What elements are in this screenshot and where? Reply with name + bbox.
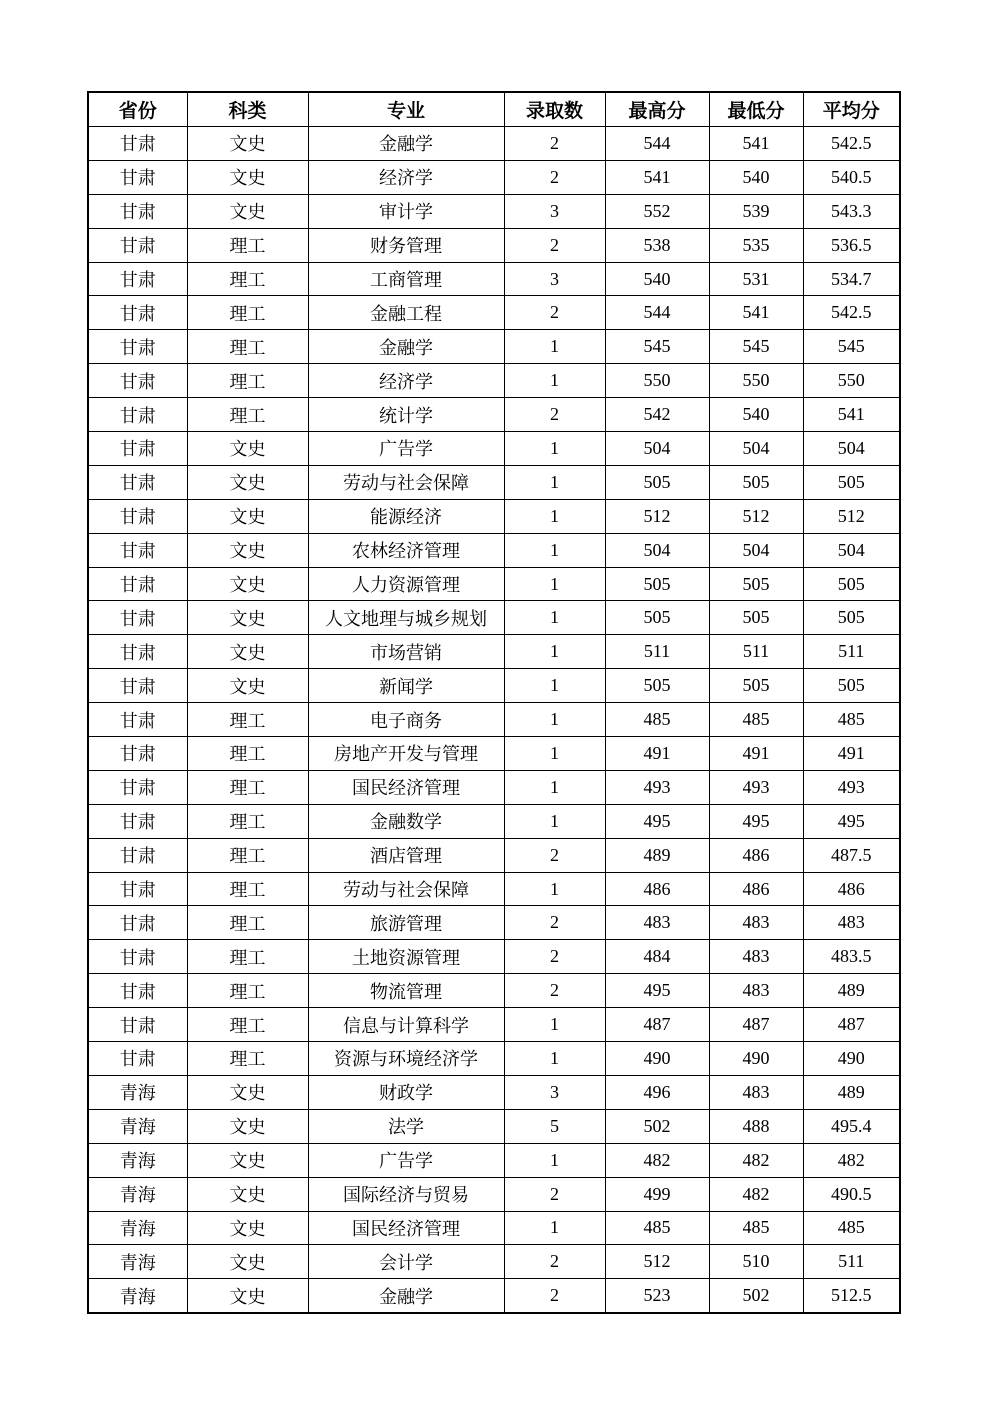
table-row: [88, 669, 900, 703]
cell-highest-score: 490: [605, 1042, 709, 1076]
cell-average-score: 482: [803, 1143, 900, 1177]
cell-admitted-count: 2: [504, 1245, 605, 1279]
cell-lowest-score: 510: [709, 1245, 803, 1279]
cell-highest-score: 511: [605, 635, 709, 669]
cell-highest-score: 482: [605, 1143, 709, 1177]
cell-average-score: 541: [803, 398, 900, 432]
cell-average-score: 550: [803, 364, 900, 398]
admission-score-table: [87, 91, 901, 1314]
cell-admitted-count: 1: [504, 499, 605, 533]
table-row: [88, 228, 900, 262]
cell-major: 信息与计算科学: [308, 1008, 504, 1042]
cell-category: 文史: [187, 1245, 308, 1279]
cell-category: 理工: [187, 364, 308, 398]
cell-average-score: 495.4: [803, 1109, 900, 1143]
cell-category: 理工: [187, 262, 308, 296]
cell-admitted-count: 2: [504, 974, 605, 1008]
cell-category: 理工: [187, 940, 308, 974]
table-row: [88, 194, 900, 228]
table-row: [88, 601, 900, 635]
cell-highest-score: 485: [605, 1211, 709, 1245]
cell-lowest-score: 483: [709, 974, 803, 1008]
cell-category: 理工: [187, 838, 308, 872]
cell-average-score: 485: [803, 703, 900, 737]
cell-admitted-count: 1: [504, 669, 605, 703]
cell-average-score: 483.5: [803, 940, 900, 974]
cell-lowest-score: 541: [709, 127, 803, 161]
cell-province: 青海: [88, 1279, 187, 1313]
cell-admitted-count: 1: [504, 1042, 605, 1076]
cell-highest-score: 523: [605, 1279, 709, 1313]
cell-major: 农林经济管理: [308, 533, 504, 567]
cell-lowest-score: 541: [709, 296, 803, 330]
cell-lowest-score: 502: [709, 1279, 803, 1313]
table-row: [88, 1109, 900, 1143]
cell-major: 市场营销: [308, 635, 504, 669]
cell-category: 理工: [187, 703, 308, 737]
table-row: [88, 1177, 900, 1211]
header-major: 专业: [308, 92, 504, 127]
cell-category: 理工: [187, 906, 308, 940]
cell-admitted-count: 2: [504, 160, 605, 194]
cell-major: 经济学: [308, 160, 504, 194]
cell-province: 甘肃: [88, 906, 187, 940]
cell-admitted-count: 1: [504, 364, 605, 398]
cell-lowest-score: 512: [709, 499, 803, 533]
cell-average-score: 504: [803, 432, 900, 466]
cell-admitted-count: 1: [504, 1211, 605, 1245]
table-row: [88, 1143, 900, 1177]
cell-lowest-score: 483: [709, 940, 803, 974]
cell-lowest-score: 490: [709, 1042, 803, 1076]
cell-province: 青海: [88, 1211, 187, 1245]
table-row: [88, 567, 900, 601]
cell-province: 甘肃: [88, 1042, 187, 1076]
cell-highest-score: 541: [605, 160, 709, 194]
cell-highest-score: 505: [605, 669, 709, 703]
cell-average-score: 483: [803, 906, 900, 940]
cell-major: 劳动与社会保障: [308, 465, 504, 499]
cell-highest-score: 502: [605, 1109, 709, 1143]
cell-major: 金融数学: [308, 804, 504, 838]
cell-admitted-count: 1: [504, 703, 605, 737]
cell-admitted-count: 1: [504, 432, 605, 466]
table-row: [88, 364, 900, 398]
cell-category: 文史: [187, 499, 308, 533]
cell-major: 工商管理: [308, 262, 504, 296]
cell-province: 甘肃: [88, 330, 187, 364]
table-row: [88, 398, 900, 432]
table-row: [88, 770, 900, 804]
cell-major: 统计学: [308, 398, 504, 432]
cell-admitted-count: 1: [504, 1008, 605, 1042]
cell-highest-score: 512: [605, 499, 709, 533]
cell-average-score: 505: [803, 601, 900, 635]
cell-admitted-count: 1: [504, 737, 605, 771]
cell-average-score: 534.7: [803, 262, 900, 296]
cell-highest-score: 505: [605, 601, 709, 635]
cell-category: 文史: [187, 194, 308, 228]
cell-average-score: 495: [803, 804, 900, 838]
cell-category: 理工: [187, 1008, 308, 1042]
cell-highest-score: 542: [605, 398, 709, 432]
cell-category: 理工: [187, 804, 308, 838]
cell-province: 甘肃: [88, 601, 187, 635]
cell-highest-score: 489: [605, 838, 709, 872]
cell-admitted-count: 2: [504, 296, 605, 330]
cell-average-score: 490.5: [803, 1177, 900, 1211]
cell-lowest-score: 482: [709, 1177, 803, 1211]
cell-highest-score: 544: [605, 127, 709, 161]
table-row: [88, 737, 900, 771]
cell-average-score: 505: [803, 465, 900, 499]
cell-category: 文史: [187, 669, 308, 703]
table-row: [88, 533, 900, 567]
cell-category: 文史: [187, 160, 308, 194]
cell-highest-score: 487: [605, 1008, 709, 1042]
cell-lowest-score: 540: [709, 398, 803, 432]
cell-category: 文史: [187, 1109, 308, 1143]
cell-category: 理工: [187, 228, 308, 262]
cell-admitted-count: 2: [504, 398, 605, 432]
cell-major: 金融工程: [308, 296, 504, 330]
cell-highest-score: 545: [605, 330, 709, 364]
cell-admitted-count: 1: [504, 601, 605, 635]
cell-lowest-score: 485: [709, 1211, 803, 1245]
cell-province: 甘肃: [88, 737, 187, 771]
cell-province: 甘肃: [88, 465, 187, 499]
cell-category: 理工: [187, 974, 308, 1008]
cell-province: 甘肃: [88, 974, 187, 1008]
cell-major: 法学: [308, 1109, 504, 1143]
cell-highest-score: 484: [605, 940, 709, 974]
cell-major: 国民经济管理: [308, 770, 504, 804]
cell-highest-score: 505: [605, 567, 709, 601]
cell-province: 甘肃: [88, 194, 187, 228]
cell-admitted-count: 1: [504, 567, 605, 601]
cell-admitted-count: 2: [504, 127, 605, 161]
cell-lowest-score: 486: [709, 838, 803, 872]
cell-highest-score: 504: [605, 432, 709, 466]
cell-lowest-score: 540: [709, 160, 803, 194]
cell-category: 文史: [187, 635, 308, 669]
cell-average-score: 505: [803, 669, 900, 703]
cell-average-score: 505: [803, 567, 900, 601]
cell-average-score: 511: [803, 635, 900, 669]
cell-province: 甘肃: [88, 398, 187, 432]
header-province: 省份: [88, 92, 187, 127]
cell-major: 电子商务: [308, 703, 504, 737]
cell-province: 甘肃: [88, 872, 187, 906]
cell-major: 广告学: [308, 432, 504, 466]
table-row: [88, 499, 900, 533]
cell-major: 金融学: [308, 330, 504, 364]
cell-average-score: 512.5: [803, 1279, 900, 1313]
cell-lowest-score: 505: [709, 601, 803, 635]
header-category: 科类: [187, 92, 308, 127]
table-row: [88, 635, 900, 669]
cell-average-score: 542.5: [803, 127, 900, 161]
cell-lowest-score: 485: [709, 703, 803, 737]
cell-lowest-score: 483: [709, 1075, 803, 1109]
cell-highest-score: 485: [605, 703, 709, 737]
cell-lowest-score: 488: [709, 1109, 803, 1143]
cell-province: 甘肃: [88, 127, 187, 161]
cell-category: 理工: [187, 1042, 308, 1076]
cell-admitted-count: 1: [504, 804, 605, 838]
cell-lowest-score: 487: [709, 1008, 803, 1042]
cell-average-score: 536.5: [803, 228, 900, 262]
cell-lowest-score: 491: [709, 737, 803, 771]
cell-province: 甘肃: [88, 296, 187, 330]
cell-admitted-count: 2: [504, 906, 605, 940]
cell-lowest-score: 535: [709, 228, 803, 262]
cell-category: 文史: [187, 1279, 308, 1313]
table-row: [88, 940, 900, 974]
cell-province: 甘肃: [88, 432, 187, 466]
cell-major: 金融学: [308, 127, 504, 161]
cell-category: 文史: [187, 1075, 308, 1109]
cell-lowest-score: 505: [709, 669, 803, 703]
cell-province: 青海: [88, 1075, 187, 1109]
cell-province: 甘肃: [88, 940, 187, 974]
header-highest-score: 最高分: [605, 92, 709, 127]
cell-lowest-score: 539: [709, 194, 803, 228]
table-row: [88, 330, 900, 364]
cell-admitted-count: 1: [504, 770, 605, 804]
table-row: [88, 1279, 900, 1313]
table-row: [88, 906, 900, 940]
cell-major: 金融学: [308, 1279, 504, 1313]
table-row: [88, 974, 900, 1008]
cell-province: 甘肃: [88, 770, 187, 804]
table-body: [88, 127, 900, 1314]
cell-highest-score: 550: [605, 364, 709, 398]
cell-province: 甘肃: [88, 533, 187, 567]
cell-province: 甘肃: [88, 567, 187, 601]
cell-highest-score: 544: [605, 296, 709, 330]
cell-major: 酒店管理: [308, 838, 504, 872]
cell-average-score: 491: [803, 737, 900, 771]
cell-province: 青海: [88, 1177, 187, 1211]
cell-province: 青海: [88, 1143, 187, 1177]
cell-major: 财政学: [308, 1075, 504, 1109]
table-row: [88, 1245, 900, 1279]
cell-province: 甘肃: [88, 228, 187, 262]
cell-major: 人力资源管理: [308, 567, 504, 601]
cell-average-score: 487.5: [803, 838, 900, 872]
cell-admitted-count: 1: [504, 533, 605, 567]
cell-highest-score: 499: [605, 1177, 709, 1211]
cell-province: 甘肃: [88, 838, 187, 872]
cell-lowest-score: 495: [709, 804, 803, 838]
cell-major: 审计学: [308, 194, 504, 228]
table-header-row: [88, 92, 900, 127]
cell-major: 劳动与社会保障: [308, 872, 504, 906]
cell-highest-score: 504: [605, 533, 709, 567]
cell-highest-score: 512: [605, 1245, 709, 1279]
table-row: [88, 1042, 900, 1076]
cell-average-score: 545: [803, 330, 900, 364]
cell-category: 理工: [187, 398, 308, 432]
cell-category: 文史: [187, 1177, 308, 1211]
cell-admitted-count: 2: [504, 940, 605, 974]
cell-average-score: 511: [803, 1245, 900, 1279]
cell-highest-score: 486: [605, 872, 709, 906]
cell-province: 青海: [88, 1245, 187, 1279]
cell-province: 甘肃: [88, 635, 187, 669]
cell-major: 广告学: [308, 1143, 504, 1177]
cell-average-score: 493: [803, 770, 900, 804]
cell-highest-score: 495: [605, 804, 709, 838]
cell-highest-score: 493: [605, 770, 709, 804]
cell-highest-score: 483: [605, 906, 709, 940]
cell-major: 国民经济管理: [308, 1211, 504, 1245]
cell-admitted-count: 3: [504, 194, 605, 228]
cell-lowest-score: 505: [709, 465, 803, 499]
cell-major: 资源与环境经济学: [308, 1042, 504, 1076]
cell-major: 人文地理与城乡规划: [308, 601, 504, 635]
table-row: [88, 804, 900, 838]
cell-major: 经济学: [308, 364, 504, 398]
cell-highest-score: 491: [605, 737, 709, 771]
cell-admitted-count: 5: [504, 1109, 605, 1143]
cell-lowest-score: 493: [709, 770, 803, 804]
table-row: [88, 432, 900, 466]
cell-category: 理工: [187, 770, 308, 804]
cell-major: 新闻学: [308, 669, 504, 703]
cell-category: 文史: [187, 127, 308, 161]
cell-admitted-count: 3: [504, 262, 605, 296]
cell-average-score: 542.5: [803, 296, 900, 330]
cell-highest-score: 496: [605, 1075, 709, 1109]
cell-major: 土地资源管理: [308, 940, 504, 974]
table-row: [88, 296, 900, 330]
cell-average-score: 489: [803, 1075, 900, 1109]
cell-province: 甘肃: [88, 364, 187, 398]
cell-average-score: 543.3: [803, 194, 900, 228]
table-row: [88, 703, 900, 737]
cell-major: 物流管理: [308, 974, 504, 1008]
cell-average-score: 490: [803, 1042, 900, 1076]
cell-average-score: 512: [803, 499, 900, 533]
cell-lowest-score: 505: [709, 567, 803, 601]
cell-category: 文史: [187, 432, 308, 466]
header-lowest-score: 最低分: [709, 92, 803, 127]
cell-category: 理工: [187, 296, 308, 330]
cell-lowest-score: 504: [709, 432, 803, 466]
cell-category: 理工: [187, 872, 308, 906]
cell-province: 甘肃: [88, 1008, 187, 1042]
table-row: [88, 160, 900, 194]
cell-admitted-count: 3: [504, 1075, 605, 1109]
cell-category: 文史: [187, 533, 308, 567]
cell-major: 国际经济与贸易: [308, 1177, 504, 1211]
cell-admitted-count: 1: [504, 330, 605, 364]
cell-admitted-count: 1: [504, 1143, 605, 1177]
cell-province: 甘肃: [88, 703, 187, 737]
cell-highest-score: 552: [605, 194, 709, 228]
cell-lowest-score: 483: [709, 906, 803, 940]
cell-category: 理工: [187, 330, 308, 364]
cell-highest-score: 540: [605, 262, 709, 296]
cell-category: 理工: [187, 737, 308, 771]
cell-highest-score: 495: [605, 974, 709, 1008]
cell-category: 文史: [187, 465, 308, 499]
cell-category: 文史: [187, 1211, 308, 1245]
cell-average-score: 487: [803, 1008, 900, 1042]
table-row: [88, 1075, 900, 1109]
cell-highest-score: 538: [605, 228, 709, 262]
cell-major: 会计学: [308, 1245, 504, 1279]
cell-admitted-count: 2: [504, 228, 605, 262]
cell-major: 财务管理: [308, 228, 504, 262]
table-row: [88, 127, 900, 161]
table-row: [88, 838, 900, 872]
cell-admitted-count: 1: [504, 872, 605, 906]
table-row: [88, 1008, 900, 1042]
cell-category: 文史: [187, 1143, 308, 1177]
cell-province: 甘肃: [88, 262, 187, 296]
cell-average-score: 504: [803, 533, 900, 567]
cell-lowest-score: 504: [709, 533, 803, 567]
table-row: [88, 872, 900, 906]
cell-category: 文史: [187, 601, 308, 635]
header-average-score: 平均分: [803, 92, 900, 127]
cell-lowest-score: 531: [709, 262, 803, 296]
cell-lowest-score: 550: [709, 364, 803, 398]
cell-province: 青海: [88, 1109, 187, 1143]
cell-average-score: 540.5: [803, 160, 900, 194]
cell-admitted-count: 2: [504, 838, 605, 872]
cell-province: 甘肃: [88, 499, 187, 533]
table-row: [88, 465, 900, 499]
cell-category: 文史: [187, 567, 308, 601]
cell-lowest-score: 486: [709, 872, 803, 906]
cell-admitted-count: 2: [504, 1177, 605, 1211]
cell-average-score: 489: [803, 974, 900, 1008]
cell-province: 甘肃: [88, 160, 187, 194]
table-row: [88, 262, 900, 296]
cell-major: 旅游管理: [308, 906, 504, 940]
cell-province: 甘肃: [88, 669, 187, 703]
cell-lowest-score: 511: [709, 635, 803, 669]
cell-highest-score: 505: [605, 465, 709, 499]
cell-admitted-count: 2: [504, 1279, 605, 1313]
cell-lowest-score: 482: [709, 1143, 803, 1177]
table-row: [88, 1211, 900, 1245]
cell-lowest-score: 545: [709, 330, 803, 364]
cell-major: 房地产开发与管理: [308, 737, 504, 771]
cell-admitted-count: 1: [504, 465, 605, 499]
cell-province: 甘肃: [88, 804, 187, 838]
cell-major: 能源经济: [308, 499, 504, 533]
cell-average-score: 486: [803, 872, 900, 906]
cell-admitted-count: 1: [504, 635, 605, 669]
header-admitted-count: 录取数: [504, 92, 605, 127]
cell-average-score: 485: [803, 1211, 900, 1245]
